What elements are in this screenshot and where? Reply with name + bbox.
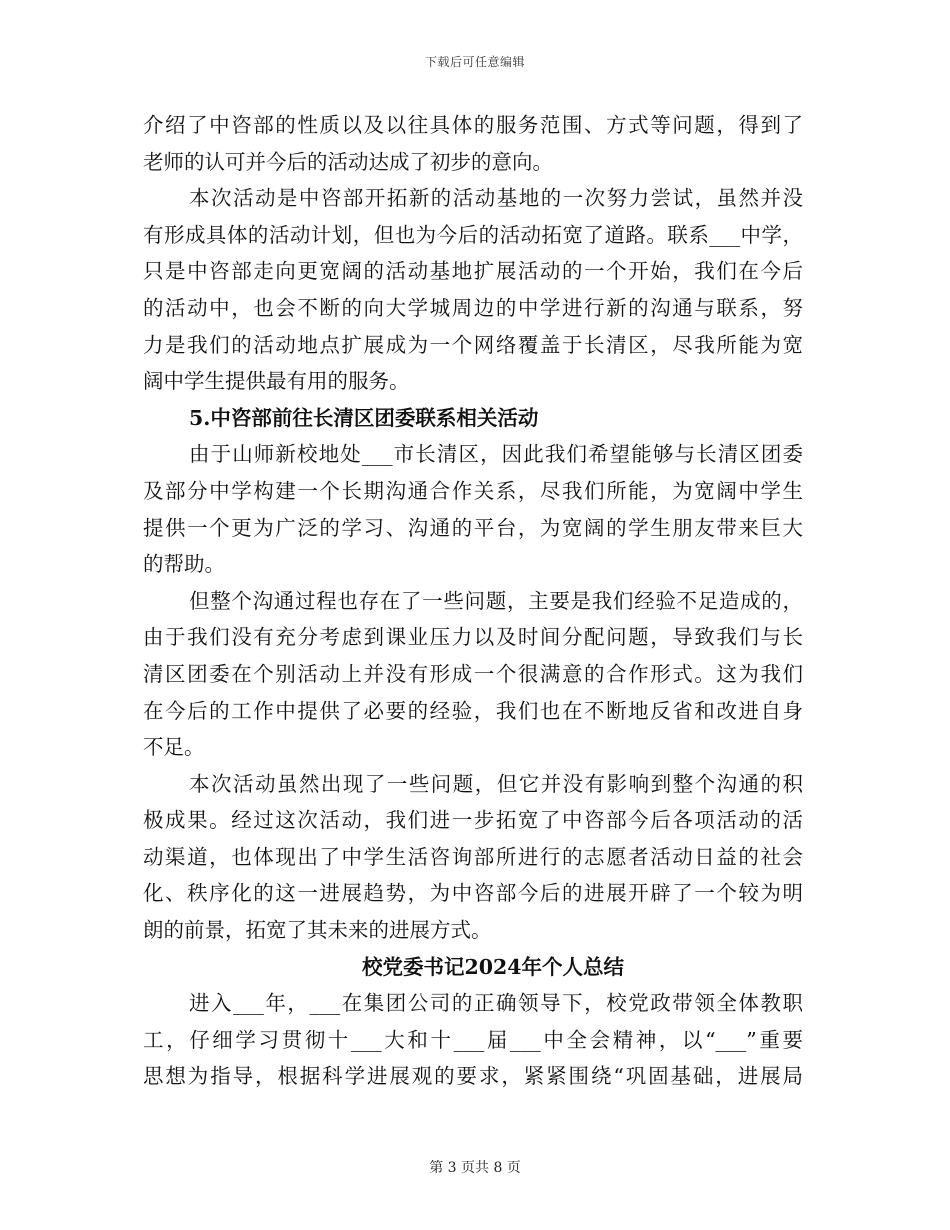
body-line: 由于山师新校地处___市长清区，因此我们希望能够与长清区团委 [189,442,803,467]
body-line: 朗的前景，拓宽了其未来的进展方式。 [143,918,492,943]
body-line: 阔中学生提供最有用的服务。 [143,369,410,394]
body-line: 介绍了中咨部的性质以及以往具体的服务范围、方式等问题，得到了 [143,113,803,137]
body-line: 极成果。经过这次活动，我们进一步拓宽了中咨部今后各项活动的活 [143,808,803,833]
body-line: 化、秩序化的这一进展趋势，为中咨部今后的进展开辟了一个较为明 [143,881,803,906]
body-line: 老师的认可并今后的活动达成了初步的意向。 [143,149,553,174]
body-line: 本次活动是中咨部开拓新的活动基地的一次努力尝试，虽然并没 [189,186,803,211]
body-line: 的活动中，也会不断的向大学城周边的中学进行新的沟通与联系，努 [143,295,803,320]
body-line: 力是我们的活动地点扩展成为一个网络覆盖于长清区，尽我所能为宽 [143,332,803,357]
body-line: 及部分中学构建一个长期沟通合作关系，尽我们所能，为宽阔中学生 [143,478,803,503]
body-line: 在今后的工作中提供了必要的经验，我们也在不断地反省和改进自身 [143,698,803,723]
body-line: 的帮助。 [143,552,225,577]
body-line: 思想为指导，根据科学进展观的要求，紧紧围绕“巩固基础，进展局 [143,1064,803,1089]
body-line: 只是中咨部走向更宽阔的活动基地扩展活动的一个开始，我们在今后 [143,259,803,284]
section-heading: 5.中咨部前往长清区团委联系相关活动 [189,405,539,430]
body-line: 不足。 [143,735,205,760]
page-footer: 第 3 页共 8 页 [429,1160,521,1176]
document-title: 校党委书记2024年个人总结 [361,954,625,979]
body-line: 但整个沟通过程也存在了一些问题，主要是我们经验不足造成的， [189,588,803,613]
body-line: 清区团委在个别活动上并没有形成一个很满意的合作形式。这为我们 [143,661,803,686]
page-header: 下载后可任意编辑 [424,55,525,69]
body-line: 工，仔细学习贯彻十___大和十___届___中全会精神，以“___”重要 [143,1027,803,1052]
body-line: 进入___年，___在集团公司的正确领导下，校党政带领全体教职 [189,991,803,1016]
document-body [143,107,803,1095]
body-line: 由于我们没有充分考虑到课业压力以及时间分配问题，导致我们与长 [143,625,803,650]
body-line: 提供一个更为广泛的学习、沟通的平台，为宽阔的学生朋友带来巨大 [143,515,803,540]
body-line: 本次活动虽然出现了一些问题，但它并没有影响到整个沟通的积 [189,771,803,796]
body-line: 有形成具体的活动计划，但也为今后的活动拓宽了道路。联系___中学， [143,222,803,247]
body-line: 动渠道，也体现出了中学生活咨询部所进行的志愿者活动日益的社会 [143,844,803,869]
